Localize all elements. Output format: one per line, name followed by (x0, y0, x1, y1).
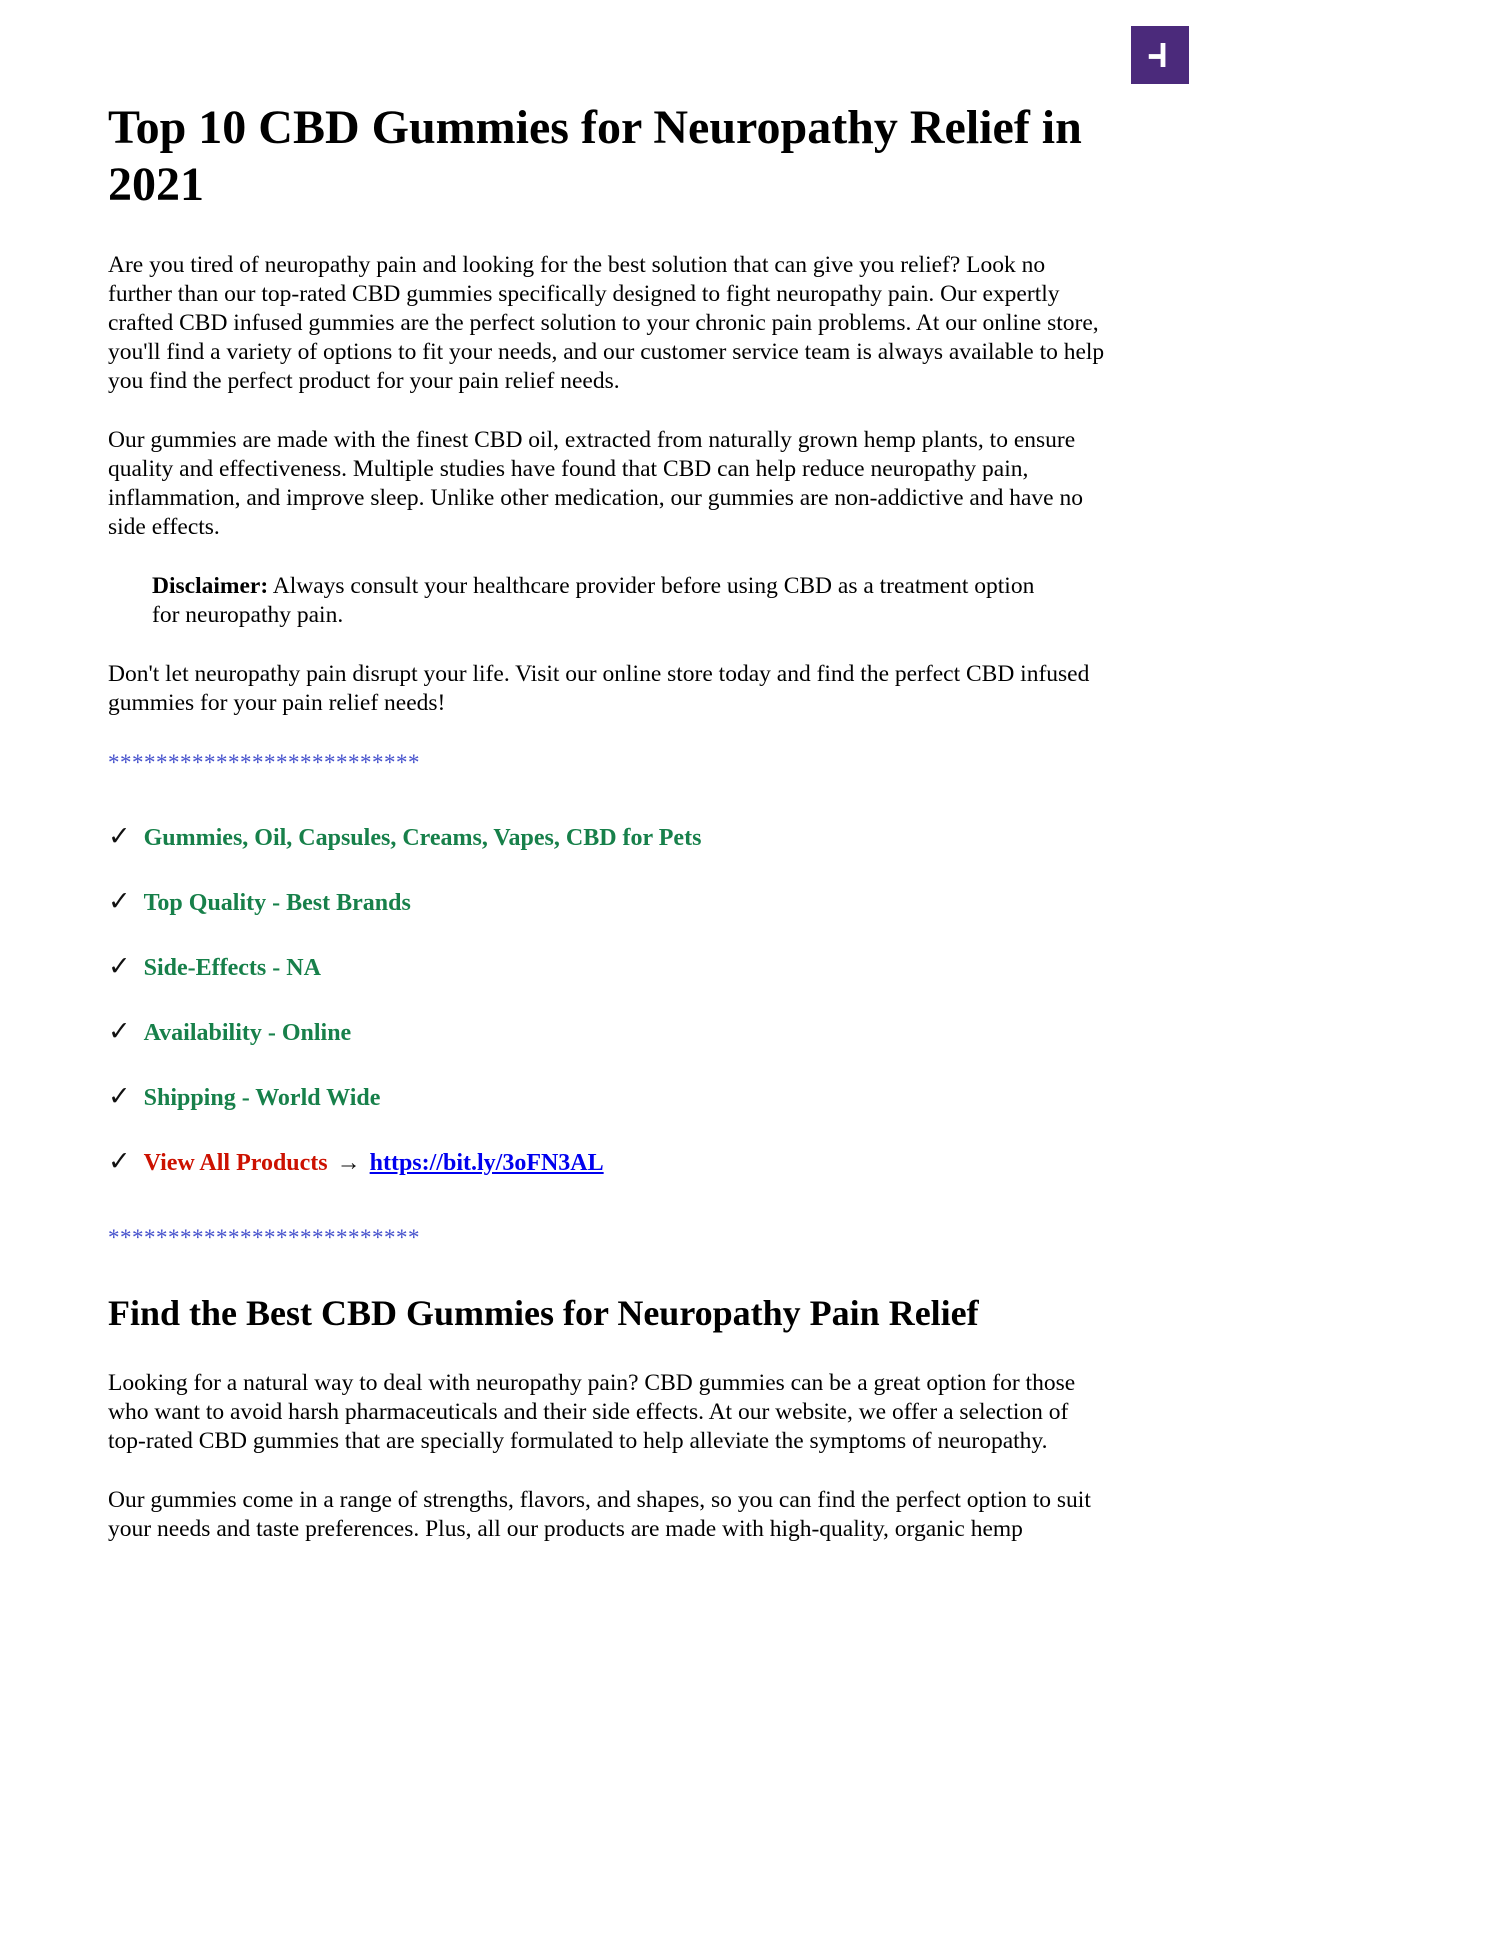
checklist-item (108, 1081, 1110, 1112)
view-all-link[interactable]: https://bit.ly/3oFN3AL (369, 1150, 604, 1177)
paragraph-intro-2: Our gummies are made with the finest CBD oil, extracted from naturally grown hemp plants, to ensure quality and effectiveness. Multiple studies have found that CBD can help reduce neuropathy pain, inflammation, and improve sleep. Unlike other medication, our gummies are non-addictive and have no side effects. (108, 427, 1083, 541)
checklist-item (108, 886, 1110, 917)
disclaimer (152, 572, 1046, 630)
separator-asterisks-top: ************************** (108, 750, 420, 776)
check-icon: ✓ (108, 1016, 131, 1047)
paragraph-section-1: Looking for a natural way to deal with neuropathy pain? CBD gummies can be a great option for those who want to avoid harsh pharmaceuticals and their side effects. At our website, we offer a selection of top-rated CBD gummies that are specially formulated to help alleviate the symptoms of neuropathy. (108, 1370, 1076, 1455)
check-icon: ✓ (108, 951, 131, 982)
checklist-item-view-all (108, 1146, 1110, 1177)
check-icon: ✓ (108, 821, 131, 852)
article-content (108, 0, 1110, 1574)
checklist-item-label: Shipping - World Wide (143, 1085, 381, 1112)
arrow-icon: → (336, 1150, 361, 1177)
disclaimer-text: Always consult your healthcare provider before using CBD as a treatment option for neuropathy pain. (152, 573, 1035, 629)
section-heading: Find the Best CBD Gummies for Neuropathy Pain Relief (108, 1293, 979, 1334)
separator-asterisks-bottom: ************************** (108, 1225, 420, 1251)
checklist-item-label: Side-Effects - NA (143, 955, 321, 982)
checklist-item-label: Top Quality - Best Brands (143, 890, 411, 917)
logo-glyph (1142, 37, 1178, 73)
checklist (108, 821, 1110, 1177)
checklist-item-label: Availability - Online (143, 1020, 352, 1047)
disclaimer-label: Disclaimer: (152, 573, 269, 600)
check-icon: ✓ (108, 886, 131, 917)
check-icon: ✓ (108, 1081, 131, 1112)
checklist-item (108, 951, 1110, 982)
paragraph-intro-1: Are you tired of neuropathy pain and looking for the best solution that can give you relief? Look no further than our top-rated CBD gummies specifically designed to fight neuropathy pain. Our expertly crafted CBD infused gummies are the perfect solution to your chronic pain problems. At our online store, you'll find a variety of options to fit your needs, and our customer service team is always available to help you find the perfect product for your pain relief needs. (108, 252, 1105, 395)
paragraph-section-2: Our gummies come in a range of strengths, flavors, and shapes, so you can find the perfect option to suit your needs and taste preferences. Plus, all our products are made with high-quality, organic hemp (108, 1487, 1091, 1543)
paragraph-cta: Don't let neuropathy pain disrupt your life. Visit our online store today and find the perfect CBD infused gummies for your pain relief needs! (108, 661, 1090, 717)
checklist-item (108, 821, 1110, 852)
checklist-item-label: Gummies, Oil, Capsules, Creams, Vapes, CBD for Pets (143, 825, 702, 852)
view-all-label: View All Products (143, 1150, 328, 1177)
page-title: Top 10 CBD Gummies for Neuropathy Relief in 2021 (108, 101, 1082, 211)
check-icon: ✓ (108, 1146, 131, 1177)
checklist-item (108, 1016, 1110, 1047)
logo-icon (1131, 26, 1189, 84)
